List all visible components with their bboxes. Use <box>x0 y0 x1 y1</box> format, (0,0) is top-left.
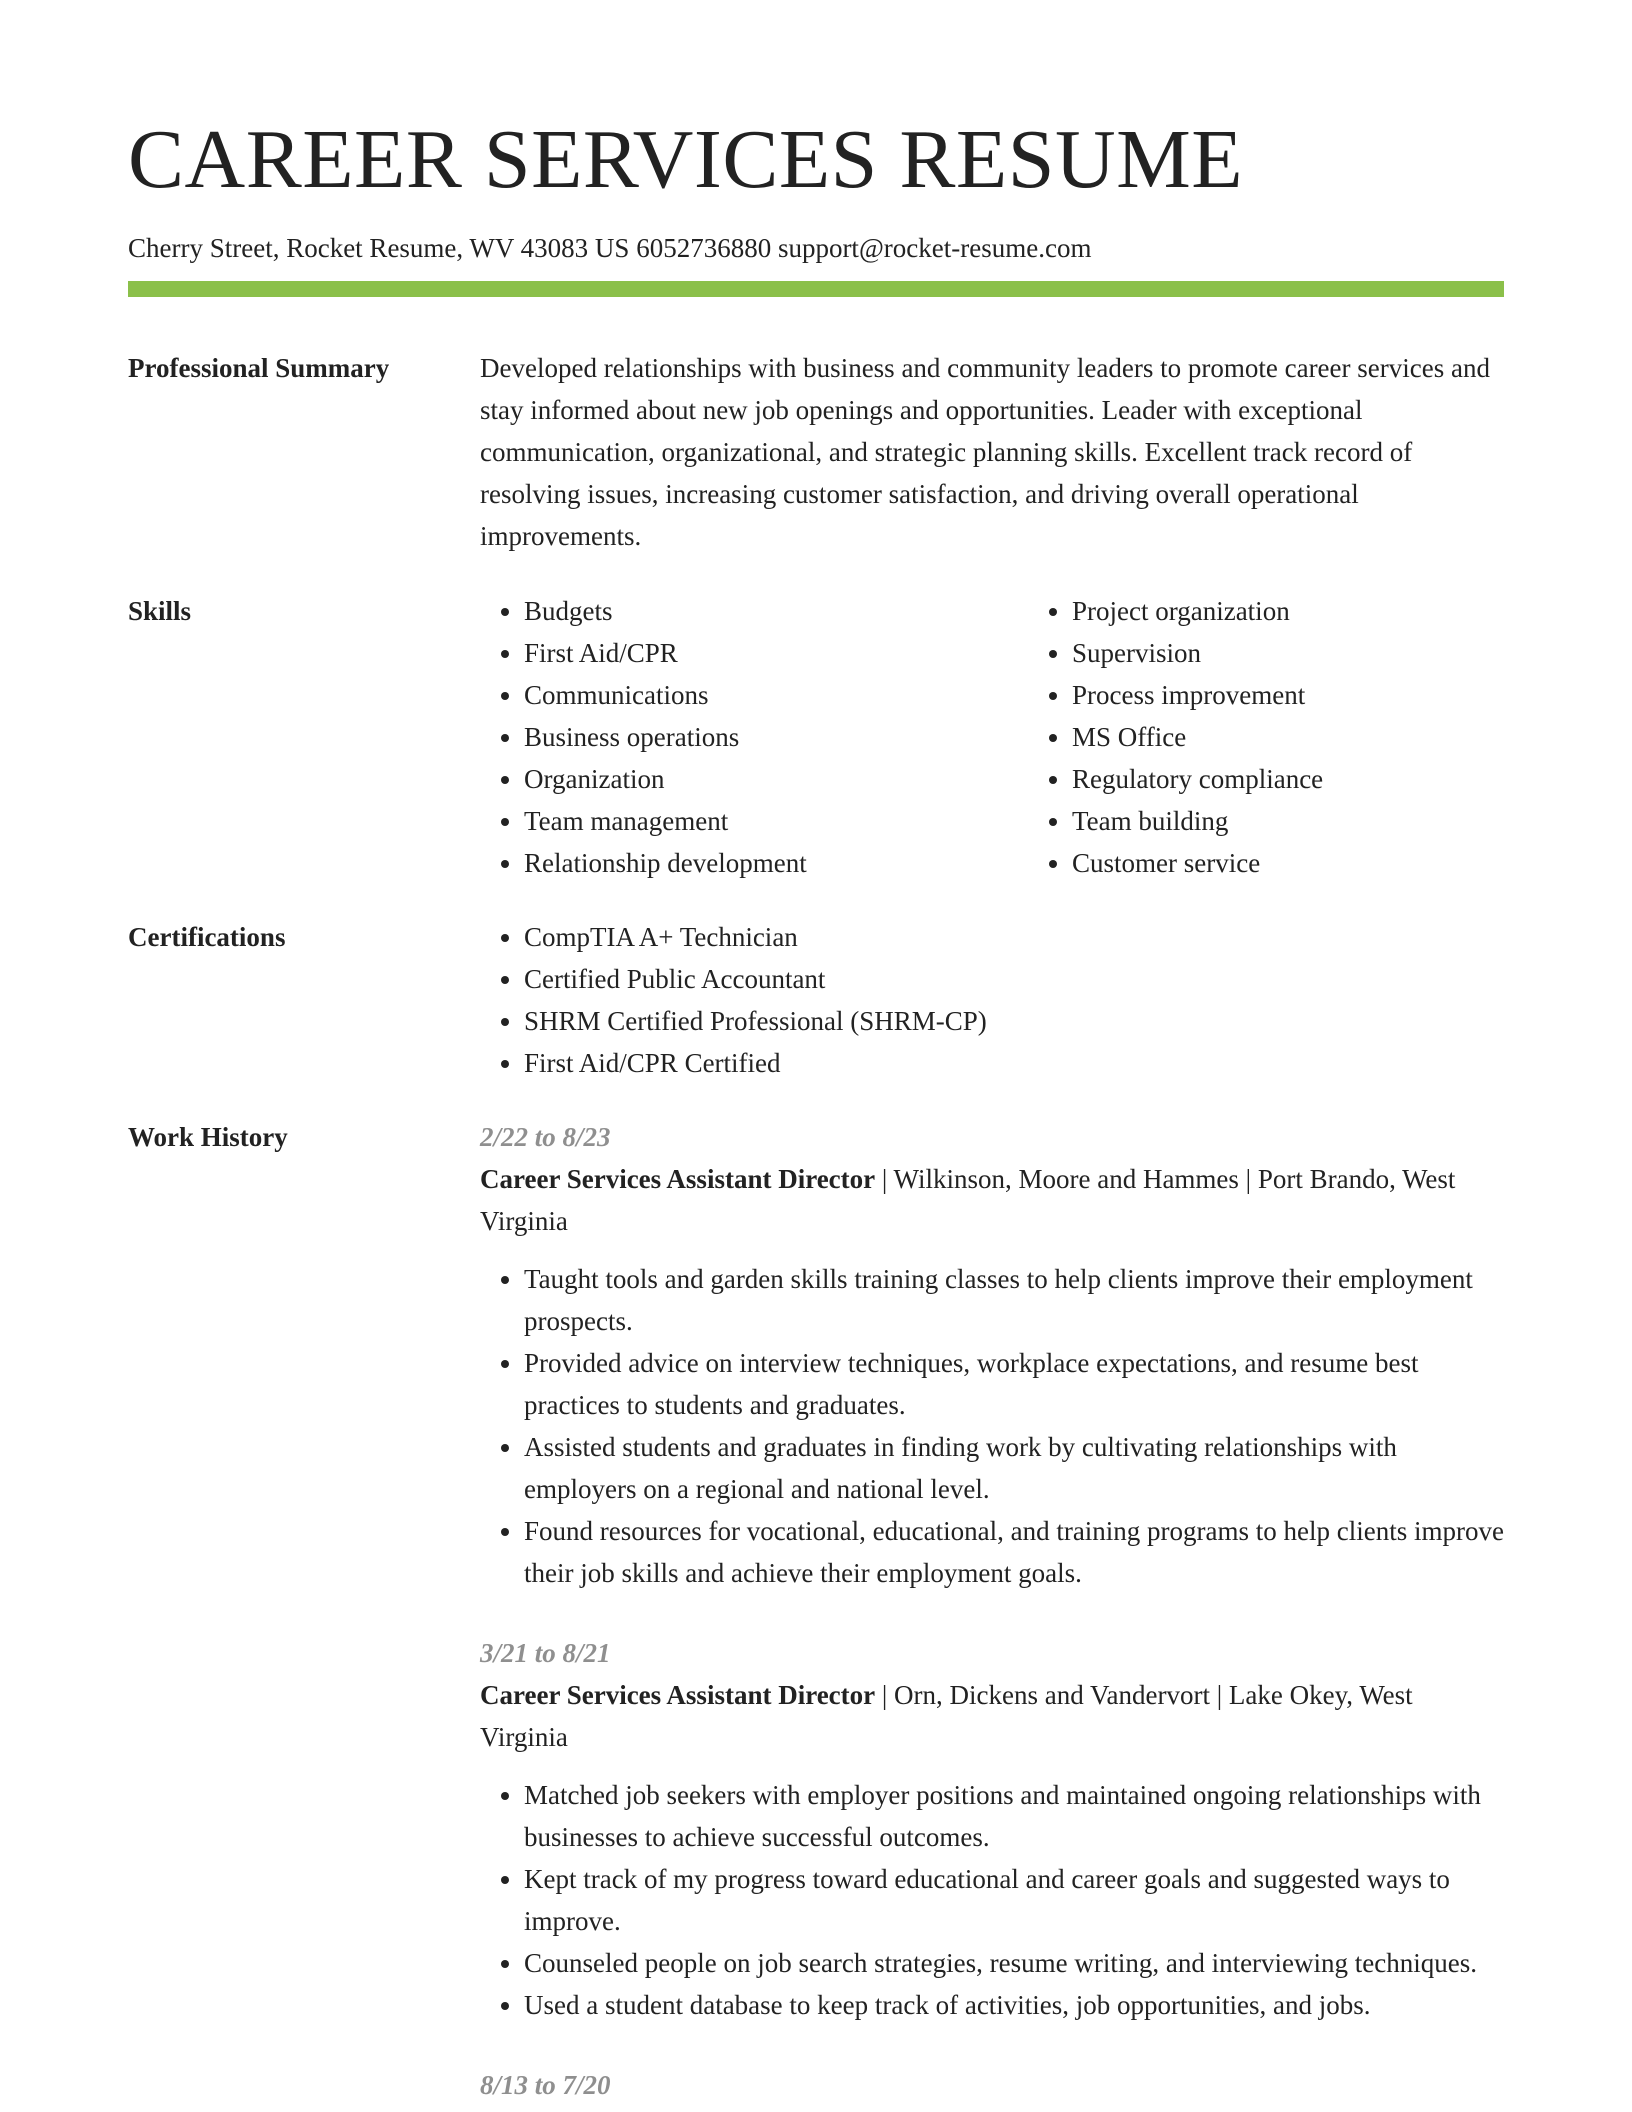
resume-title: CAREER SERVICES RESUME <box>128 113 1244 206</box>
list-item: • Regulatory compliance <box>1072 758 1532 800</box>
list-item: • Project organization <box>1072 590 1532 632</box>
skills-list-left <box>480 590 1028 884</box>
section-label: Work History <box>128 1122 288 1153</box>
list-item: • Used a student database to keep track of activities, job opportunities, and jobs. <box>524 1984 1504 2026</box>
header-accent-rule <box>128 281 1504 297</box>
resume-page <box>128 113 1504 2106</box>
list-item: • Found resources for vocational, educational, and training programs to help clients improve their job skills and achieve their employment goals. <box>524 1510 1504 1594</box>
job-bullets <box>480 1774 1504 2026</box>
list-item: • CompTIA A+ Technician <box>524 916 1504 958</box>
list-item: • Kept track of my progress toward educational and career goals and suggested ways to improve. <box>524 1858 1504 1942</box>
work-history-body <box>480 1116 1504 2106</box>
job-entry <box>480 1632 1504 2026</box>
list-item: • First Aid/CPR Certified <box>524 1042 1504 1084</box>
skills-columns <box>480 590 1532 884</box>
list-item: • SHRM Certified Professional (SHRM-CP) <box>524 1000 1504 1042</box>
contact-line: Cherry Street, Rocket Resume, WV 43083 US 6052736880 support@rocket-resume.com <box>128 233 1092 263</box>
job-entry <box>480 2064 1504 2106</box>
list-item: • First Aid/CPR <box>524 632 1028 674</box>
list-item: • Customer service <box>1072 842 1532 884</box>
list-item: • Team building <box>1072 800 1532 842</box>
job-date: 8/13 to 7/20 <box>480 2070 611 2101</box>
certifications-section <box>128 916 1504 1084</box>
certifications-body <box>480 916 1504 1084</box>
list-item: • Matched job seekers with employer positions and maintained ongoing relationships with businesses to achieve successful outcomes. <box>524 1774 1504 1858</box>
list-item: • Relationship development <box>524 842 1028 884</box>
list-item: • MS Office <box>1072 716 1532 758</box>
section-label: Certifications <box>128 922 286 953</box>
list-item: • Taught tools and garden skills training classes to help clients improve their employment prospects. <box>524 1258 1504 1342</box>
job-date: 2/22 to 8/23 <box>480 1122 611 1153</box>
skills-section <box>128 590 1504 884</box>
job-title: Career Services Assistant Director <box>480 1164 876 1195</box>
list-item: • Counseled people on job search strategies, resume writing, and interviewing techniques. <box>524 1942 1504 1984</box>
job-heading <box>480 1674 1504 1758</box>
job-details: | Wilkinson, Moore and Hammes | Port Brando, West Virginia <box>480 1164 1456 1237</box>
job-heading <box>480 1158 1504 1242</box>
list-item: • Provided advice on interview techniques, workplace expectations, and resume best practices to students and graduates. <box>524 1342 1504 1426</box>
list-item: • Process improvement <box>1072 674 1532 716</box>
section-label: Professional Summary <box>128 353 390 384</box>
job-date: 3/21 to 8/21 <box>480 1638 611 1669</box>
list-item: • Supervision <box>1072 632 1532 674</box>
certifications-list <box>480 916 1504 1084</box>
work-history-section <box>128 1116 1504 2106</box>
job-title: Career Services Assistant Director <box>480 1680 876 1711</box>
summary-section <box>128 347 1504 557</box>
skills-list-right <box>1028 590 1532 884</box>
section-label: Skills <box>128 596 192 627</box>
job-bullets <box>480 1258 1504 1594</box>
list-item: • Budgets <box>524 590 1028 632</box>
list-item: • Certified Public Accountant <box>524 958 1504 1000</box>
job-details: | Orn, Dickens and Vandervort | Lake Okey, West Virginia <box>480 1680 1413 1753</box>
summary-text: Developed relationships with business and community leaders to promote career services and stay informed about new job openings and opportunities. Leader with exceptional communication, organizational, and strategic planning skills. Excellent track record of resolving issues, increasing customer satisfaction, and driving overall operational improvements. <box>480 353 1490 552</box>
job-entry <box>480 1116 1504 1594</box>
list-item: • Team management <box>524 800 1028 842</box>
list-item: • Assisted students and graduates in finding work by cultivating relationships with employers on a regional and national level. <box>524 1426 1504 1510</box>
list-item: • Communications <box>524 674 1028 716</box>
list-item: • Business operations <box>524 716 1028 758</box>
list-item: • Organization <box>524 758 1028 800</box>
